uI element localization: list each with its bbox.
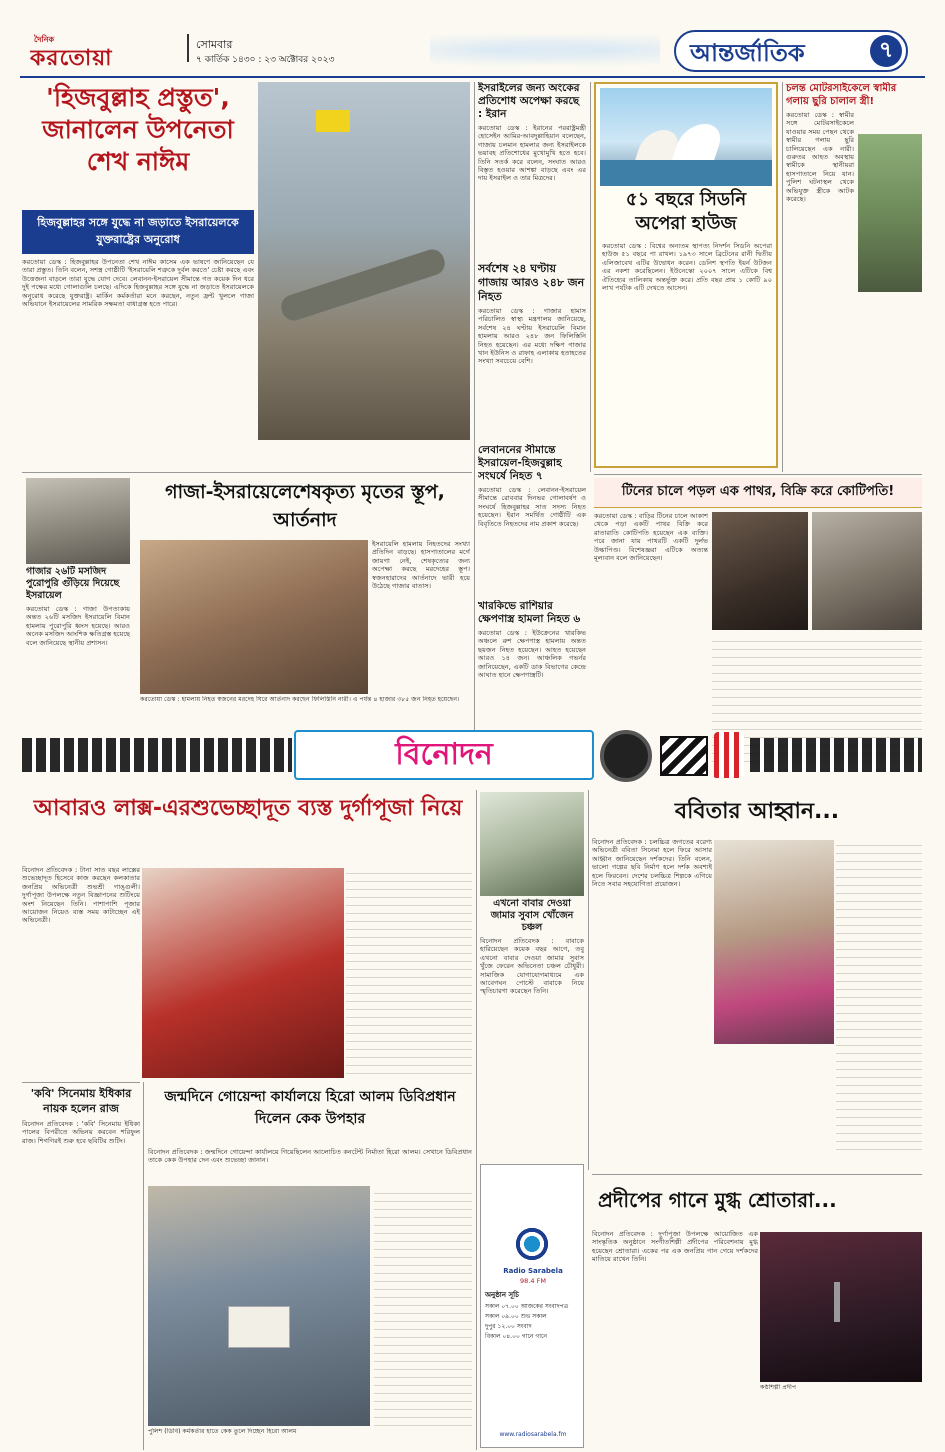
- stone-body-text: করতোয়া ডেস্ক : বাড়ির টিনের চালে আকাশ থেকে পড়া একটি পাথর বিক্রি করে রাতারাতি কোটিপতি হয়েছেন এক ব্যক্তি। পরে জানা যায় পাথরটি একটি দুর্লভ উল্কাপিণ্ড। বিশেষজ্ঞরা এটিকে অত্যন্ত মূল্যবান বলে জানিয়েছেন।: [594, 512, 708, 563]
- lead-strap-text: হিজবুল্লাহর সঙ্গে যুদ্ধে না জড়াতে ইসরায়েলকে যুক্তরাষ্ট্রের অনুরোধ: [37, 216, 239, 246]
- kharkiv-body: করতোয়া ডেস্ক : ইউক্রেনের খারকিভ অঞ্চলে রুশ ক্ষেপণাস্ত্র হামলায় অন্তত ছয়জন নিহত হয়েছেন। আহত হয়েছেন আরও ১৪ জন। আঞ্চলিক গভর্নর জানিয়েছেন, একটি ডাক বিভাগের কেন্দ্রে আঘাত হানে ক্ষেপণাস্ত্রটি।: [478, 629, 586, 680]
- babita-body-text: বিনোদন প্রতিবেদক : চলচ্চিত্র জগতের বরেণ্য অভিনেত্রী ববিতা সিনেমা হলে ফিরে আসার আহ্বান জানিয়েছেন দর্শকদের। তিনি বলেন, ভালো গল্পের ছবি নির্মাণ হলে দর্শক অবশ্যই হলে ফিরবেন। দেশের চলচ্চিত্র শিল্পকে এগিয়ে নিতে সবার সহযোগিতা প্রয়োজন।: [592, 838, 712, 889]
- alam-caption: [148, 1428, 472, 1448]
- rocket-shape: [278, 246, 448, 323]
- father-body: বিনোদন প্রতিবেদক : বাবাকে হারিয়েছেন কয়েক বছর আগে, তবু এখনো বাবার দেওয়া জামার সুবাস খুঁজে ফেরেন অভিনেতা চঞ্চল চৌধুরী। সামাজিক যোগাযোগমাধ্যমে এক আবেগঘন পোস্টে বাবাকে নিয়ে স্মৃতিচারণা করেছেন তিনি।: [480, 937, 584, 996]
- binodon-banner: [294, 730, 594, 780]
- stone-headline: [594, 478, 922, 508]
- masthead-day: সোমবার: [196, 38, 233, 50]
- harbour-water: [600, 160, 772, 186]
- row-rule-3: [22, 1082, 140, 1083]
- meteorite-photo: [812, 512, 922, 630]
- lead-headline-text: 'হিজবুল্লাহ প্রস্তুত', জানালেন উপনেতা শেখ নাঈম: [42, 83, 234, 176]
- gaza248-body: করতোয়া ডেস্ক : গাজার হামাস পরিচালিত স্বাস্থ্য মন্ত্রণালয় জানিয়েছে, সর্বশেষ ২৪ ঘণ্টায় ইসরায়েলি বিমান হামলায় আরও ২৪৮ জন ফিলিস্তিনি নিহত হয়েছেন। এর মধ্যে দক্ষিণ গাজার খান ইউনিস ও রাফাহ এলাকায় হতাহতের সংখ্যা সবচেয়ে বেশি।: [478, 307, 586, 366]
- subhashree-body-cont: [346, 866, 472, 1080]
- hezbollah-flag: [316, 110, 350, 132]
- mosque-body: করতোয়া ডেস্ক : গাজা উপত্যকায় অন্তত ২৬টি মসজিদ ইসরায়েলি বিমান হামলায় পুরোপুরি ধ্বংস হয়েছে। আরও অনেক মসজিদ আংশিক ক্ষতিগ্রস্ত হয়েছে বলে জানিয়েছে স্থানীয় প্রশাসন।: [26, 605, 130, 647]
- masthead-divider: [187, 34, 189, 62]
- subhashree-headline-text: আবারও লাক্স-এরশুভেচ্ছাদূত ব্যস্ত দুর্গাপূজা নিয়ে: [33, 796, 463, 821]
- gaza248-headline: সর্বশেষ ২৪ ঘণ্টায় গাজায় আরও ২৪৮ জন নিহত: [478, 262, 585, 303]
- funeral-caption-text: করতোয়া ডেস্ক : হামলায় নিহত স্বজনের মরদেহ ঘিরে আর্তনাদ করছেন ফিলিস্তিনি নারী। এ পর্যন্ত ৪ হাজার ৩৮৫ জন নিহত হয়েছেন।: [140, 696, 460, 703]
- world-map-graphic: [430, 30, 660, 70]
- subhashree-photo: [142, 868, 344, 1078]
- babita-headline: [592, 792, 922, 836]
- lebanon-headline: লেবাননের সীমান্তে ইসরায়েল-হিজবুল্লাহ সংঘর্ষে নিহত ৭: [478, 444, 562, 482]
- father-headline: এখনো বাবার দেওয়া জামার সুবাস খোঁজেন চঞ্চল: [490, 898, 574, 933]
- radio-freq: 98.4 FM: [520, 1277, 546, 1285]
- radio-box: [480, 1164, 584, 1448]
- pradip-photo: [760, 1232, 922, 1382]
- stone-body: [594, 512, 708, 762]
- pradip-headline-text: প্রদীপের গানে মুগ্ধ শ্রোতারা...: [598, 1188, 837, 1212]
- kobi-headline: 'কবি' সিনেমায় ইধিকার নায়ক হলেন রাজ: [30, 1087, 132, 1115]
- alam-caption-text: পুলিশ (ডিবি) কর্মকর্তার হাতে কেক তুলে দিচ্ছেন হিরো আলম: [148, 1428, 297, 1435]
- funeral-photo: [140, 540, 368, 694]
- filmstrip-left: [22, 738, 292, 772]
- lead-body-text: করতোয়া ডেস্ক : হিজবুল্লাহর উপনেতা শেখ নাঈম কাসেম এক ভাষণে জানিয়েছেন যে তারা প্রস্তুত। তিনি বলেন, সশস্ত্র গোষ্ঠীটি 'ইসরায়েলি শত্রুকে দুর্বল করতে' চেষ্টা করছে এবং উত্তেজনা বাড়লে তারা যুদ্ধে যোগ দেবে। লেবানন-ইসরায়েল সীমান্তে গত কয়েক দিন ধরে দুই পক্ষের মধ্যে গোলাগুলি চলছে। এদিকে হিজবুল্লাহর সঙ্গে যুদ্ধে না জড়াতে ইসরায়েলকে অনুরোধ করেছে যুক্তরাষ্ট্র। মার্কিন কর্মকর্তারা মনে করছেন, নতুন ফ্রন্ট খুললে গাজা অভিযানে ইসরায়েলের সামরিক সক্ষমতা বাধাগ্রস্ত হতে পারে।: [22, 258, 254, 309]
- col-rule-1: [474, 82, 475, 762]
- pradip-body-text: বিনোদন প্রতিবেদক : দুর্গাপূজা উপলক্ষে আয়োজিত এক সাংস্কৃতিক অনুষ্ঠানে সংগীতশিল্পী প্রদীপের পরিবেশনায় মুগ্ধ হয়েছেন শ্রোতারা। একের পর এক জনপ্রিয় গান গেয়ে দর্শকদের মাতিয়ে রাখেন তিনি।: [592, 1230, 758, 1264]
- hero-alam-photo: [148, 1186, 370, 1426]
- film-reel-icon: [600, 730, 652, 782]
- lebanon-body: করতোয়া ডেস্ক : লেবানন-ইসরায়েল সীমান্তে রোববার দিনভর গোলাবর্ষণ ও সংঘর্ষে হিজবুল্লাহর সাত সদস্য নিহত হয়েছেন। ইরান সমর্থিত গোষ্ঠীটি এক বিবৃতিতে নিহতদের নাম প্রকাশ করেছে।: [478, 486, 586, 528]
- opera-box: [594, 82, 778, 468]
- col-rule-3: [782, 82, 783, 472]
- father-story: [480, 898, 584, 1158]
- alam-body-text: বিনোদন প্রতিবেদক : জন্মদিনে গোয়েন্দা কার্যালয়ে গিয়েছিলেন আলোচিত কনটেন্ট নির্মাতা হিরো আলম। সেখানে ডিবিপ্রধান তাকে কেক উপহার দেন এবং শুভেচ্ছা জানান।: [148, 1148, 472, 1165]
- alam-headline: [148, 1086, 472, 1146]
- section-title: আন্তর্জাতিক: [690, 39, 805, 67]
- iran-body: করতোয়া ডেস্ক : ইরানের পররাষ্ট্রমন্ত্রী হোসেইন আমির-আবদুল্লাহিয়ান বলেছেন, গাজায় চলমান হামলার জন্য ইসরাইলকে ভয়াবহ প্রতিশোধের মুখোমুখি হতে হবে। তিনি সতর্ক করে বলেন, সংঘাত আরও বিস্তৃত হওয়ার আশঙ্কা বাড়ছে এবং এর দায় ইসরাইল ও তার মিত্রদের।: [478, 124, 586, 183]
- shroud-body-text: ইসরায়েলি হামলায় নিহতদের সংখ্যা প্রতিদিন বাড়ছে। হাসপাতালের মর্গে জায়গা নেই, শেষকৃত্যের জন্য অপেক্ষা করছে মরদেহের স্তূপ। স্বজনহারাদের আর্তনাদে ভারী হয়ে উঠেছে গাজার বাতাস।: [372, 540, 470, 591]
- cake-box: [228, 1306, 290, 1348]
- row-rule-1: [22, 472, 472, 473]
- opera-body: করতোয়া ডেস্ক : বিশ্বের অন্যতম স্থাপত্য নিদর্শন সিডনি অপেরা হাউজ ৫১ বছরে পা রাখল। ১৯৭৩ সালে ব্রিটেনের রানী দ্বিতীয় এলিজাবেথ এটির উদ্বোধন করেন। ডেনিশ স্থপতি ইয়র্ন উটজন এর নকশা করেছিলেন। ইউনেস্কো ২০০৭ সালে এটিকে বিশ্ব ঐতিহ্যের তালিকায় অন্তর্ভুক্ত করে। প্রতি বছর প্রায় ১ কোটি ৯০ লাখ পর্যটক এটি দেখতে আসেন।: [602, 242, 772, 293]
- subhashree-headline: [22, 792, 474, 864]
- lead-body: [22, 258, 254, 442]
- pradip-caption-text: কণ্ঠশিল্পী প্রদীপ: [760, 1384, 797, 1391]
- motorcycle-headline: চলন্ত মোটরসাইকেলে স্বামীর গলায় ছুরি চালাল স্ত্রী!: [786, 83, 897, 107]
- man-photo: [712, 512, 808, 630]
- filmstrip-right: [750, 738, 922, 772]
- lead-headline: [22, 82, 254, 208]
- clapperboard-icon: [660, 736, 708, 776]
- shroud-headline: [140, 478, 470, 538]
- kharkiv-headline: খারকিভে রাশিয়ার ক্ষেপণাস্ত্র হামলা নিহত ৬: [478, 600, 581, 625]
- iran-story: [478, 82, 586, 260]
- pradip-headline: [592, 1178, 922, 1226]
- gaza248-story: [478, 262, 586, 442]
- radio-url[interactable]: www.radiosarabela.fm: [499, 1431, 567, 1438]
- col-rule-4: [476, 790, 477, 1450]
- masthead: [0, 0, 945, 78]
- lebanon-story: [478, 444, 586, 598]
- rubble-photo: [26, 478, 130, 564]
- row-rule-4: [592, 1174, 922, 1175]
- logo-small: দৈনিক: [34, 35, 55, 44]
- radio-logo-icon: [513, 1225, 551, 1263]
- pradip-caption: [760, 1384, 922, 1448]
- logo: [30, 34, 180, 66]
- shroud-body: [372, 540, 470, 694]
- col-rule-5: [588, 790, 589, 1170]
- motorcycle-photo: [858, 134, 922, 292]
- babita-photo: [714, 840, 834, 1044]
- chanchal-photo: [480, 792, 584, 896]
- shroud-headline-text: গাজা-ইসরায়েলেশেষকৃত্য মৃতের স্তূপ, আর্তনাদ: [165, 481, 445, 531]
- radio-schedule-0: সকাল ০৭.০০ আজকের সংবাদপত্র: [485, 1303, 569, 1310]
- kobi-story: [22, 1086, 140, 1448]
- babita-body: [592, 838, 712, 1150]
- rocket-launcher-photo: [258, 82, 470, 440]
- section-banner: [674, 30, 908, 72]
- mosque-headline: গাজার ২৬টি মসজিদ পুরোপুরি গুঁড়িয়ে দিয়েছে ইসরায়েল: [26, 566, 120, 601]
- mosque-story: [26, 566, 130, 762]
- radio-schedule-3: বিকাল ০৪.০০ গানে গানে: [485, 1333, 548, 1340]
- radio-schedule-1: সকাল ০৯.০০ শুভ সকাল: [485, 1313, 547, 1320]
- logo-main: করতোয়া: [30, 46, 113, 66]
- iran-headline: ইসরাইলের জন্য অংকের প্রতিশোধ অপেক্ষা করছে : ইরান: [478, 82, 580, 120]
- babita-headline-text: ববিতার আহ্বান...: [674, 799, 840, 824]
- opera-shell-2: [672, 124, 726, 160]
- radio-title: অনুষ্ঠান সূচি: [485, 1291, 519, 1299]
- col-rule-6: [143, 1082, 144, 1450]
- motorcycle-story: [786, 82, 922, 472]
- col-rule-2: [590, 82, 591, 472]
- page-number: ৭: [870, 35, 902, 67]
- binodon-title: বিনোদন: [395, 737, 493, 772]
- babita-body-cont: [836, 838, 922, 1150]
- radio-name: Radio Sarabela: [503, 1267, 563, 1275]
- popcorn-icon: [714, 732, 744, 778]
- radio-schedule-2: দুপুর ১২.০০ সংবাদ: [485, 1323, 532, 1330]
- stone-headline-text: টিনের চালে পড়ল এক পাথর, বিক্রি করে কোটিপতি!: [621, 484, 895, 499]
- microphone-icon: [834, 1282, 840, 1322]
- row-rule-2: [594, 474, 922, 475]
- kobi-body: বিনোদন প্রতিবেদক : 'কবি' সিনেমায় ইধিকা পালের বিপরীতে অভিনয় করবেন শরিফুল রাজ। শিগগিরই শুরু হবে ছবিটির শুটিং।: [22, 1120, 140, 1145]
- alam-headline-text: জন্মদিনে গোয়েন্দা কার্যালয়ে হিরো আলম ডিবিপ্রধান দিলেন কেক উপহার: [164, 1089, 456, 1127]
- alam-body: [148, 1148, 472, 1182]
- opera-headline: ৫১ বছরে সিডনি অপেরা হাউজ: [625, 189, 747, 234]
- opera-house-photo: [600, 88, 772, 186]
- lead-strap: [22, 210, 254, 254]
- subhashree-body: [22, 866, 140, 1080]
- pradip-body: [592, 1230, 758, 1448]
- subhashree-body-text: বিনোদন প্রতিবেদক : টানা সাত বছর লাক্সের শুভেচ্ছাদূত হিসেবে কাজ করছেন কলকাতার জনপ্রিয় অভিনেত্রী শুভশ্রী গাঙ্গুলী। দুর্গাপূজা উপলক্ষে নতুন বিজ্ঞাপনের শুটিংয়ে অংশ নিয়েছেন তিনি। পাশাপাশি পূজার আয়োজন নিয়েও ব্যস্ত সময় কাটাচ্ছেন এই অভিনেত্রী।: [22, 866, 140, 925]
- masthead-date: ৭ কার্তিক ১৪৩০ : ২৩ অক্টোবর ২০২৩: [196, 55, 335, 65]
- masthead-rule: [20, 76, 925, 78]
- alam-body-cont: [374, 1186, 472, 1426]
- motorcycle-body: করতোয়া ডেস্ক : স্বামীর সঙ্গে মোটরসাইকেলে যাওয়ার সময় পেছন থেকে স্বামীর গলায় ছুরি চালিয়েছেন এক নারী। গুরুতর আহত অবস্থায় স্বামীকে স্থানীয়রা হাসপাতালে নিয়ে যান। পুলিশ ঘটনাস্থল থেকে অভিযুক্ত স্ত্রীকে আটক করেছে।: [786, 111, 854, 204]
